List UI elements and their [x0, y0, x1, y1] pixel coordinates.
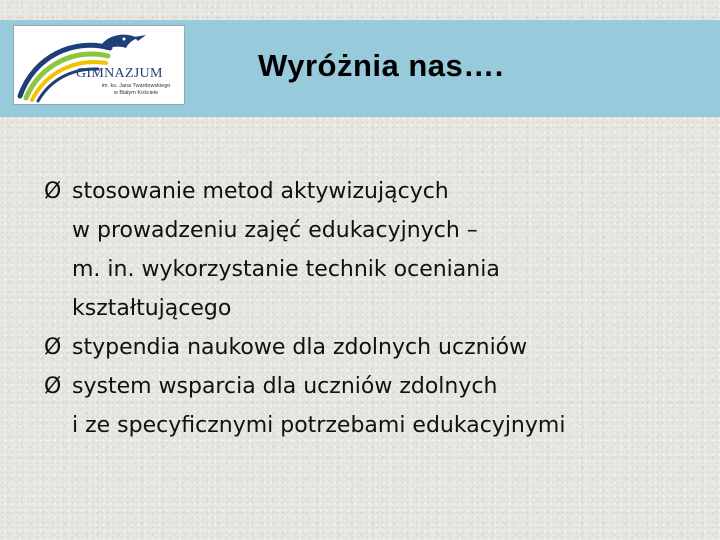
bullet-item [44, 172, 704, 328]
slide-title: Wyróżnia nas…. [258, 48, 504, 83]
bullet-line: kształtującego [72, 296, 232, 321]
arrow-bullet-icon: Ø [44, 374, 62, 399]
bullet-line: stypendia naukowe dla zdolnych uczniów [72, 335, 528, 360]
bullet-item [44, 367, 704, 445]
bullet-line: m. in. wykorzystanie technik oceniania [72, 257, 500, 282]
bullet-item [44, 328, 704, 367]
arrow-bullet-icon: Ø [44, 335, 62, 360]
logo-sub-text-2: w Białym Kościele [113, 90, 159, 96]
bullet-text [72, 172, 704, 328]
bullet-text [72, 367, 704, 445]
logo-sub-text-1: im. ks. Jana Twardowskiego [101, 83, 171, 89]
bullet-line: stosowanie metod aktywizujących [72, 179, 449, 204]
bullet-line: w prowadzeniu zajęć edukacyjnych – [72, 218, 478, 243]
bullet-line: i ze specyficznymi potrzebami edukacyjnymi [72, 413, 566, 438]
logo-main-text: GIMNAZJUM [76, 66, 163, 81]
arrow-bullet-icon: Ø [44, 179, 62, 204]
bullet-text [72, 328, 704, 367]
bullet-list [44, 172, 704, 445]
school-logo [13, 25, 185, 105]
bullet-line: system wsparcia dla uczniów zdolnych [72, 374, 498, 399]
